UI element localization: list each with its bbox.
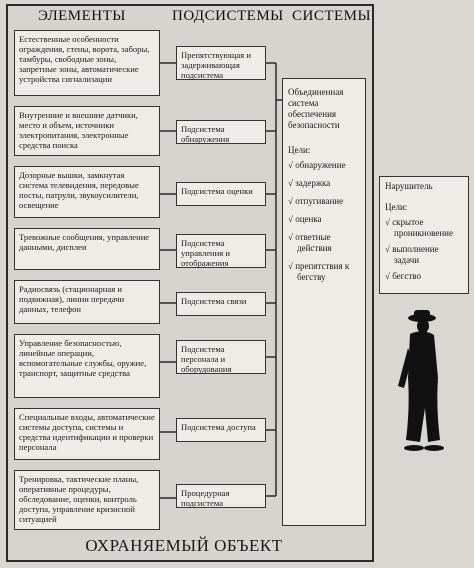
element-box-access: Специальные входы, автоматические системы доступа, системы и средства идентификации и проверки персонала [14, 408, 160, 460]
element-box-sensors: Внутренние и внешние датчики, место и объем, источники электропитания, электронные средства поиска [14, 106, 160, 156]
intruder-goal: √ бегство [385, 271, 421, 281]
subsystem-box-communication: Подсистема связи [176, 292, 266, 316]
intruder-goal: √ выполнение задачи [385, 244, 439, 265]
integrated-security-system-box [282, 78, 366, 526]
element-box-surveillance: Дозорные вышки, замкнутая система телевидения, передовые посты, патрули, звукоусилители, освещение [14, 166, 160, 218]
system-goal: √ задержка [288, 178, 331, 188]
system-goal: √ оценка [288, 214, 322, 224]
subsystem-box-assessment: Подсистема оценки [176, 182, 266, 206]
protected-object-label: ОХРАНЯЕМЫЙ ОБЪЕКТ [85, 536, 283, 555]
heading-elements: ЭЛЕМЕНТЫ [38, 8, 126, 24]
intruder-box [379, 176, 469, 294]
subsystem-box-delay: Препятствующая и задерживающая подсистема [176, 46, 266, 80]
system-goal: √ ответные действия [288, 232, 332, 253]
element-box-alarms: Тревожные сообщения, управление данными, дисплеи [14, 228, 160, 270]
system-goal: √ препятствия к бегству [288, 261, 350, 282]
system-goal: √ отпугивание [288, 196, 344, 206]
subsystem-box-access: Подсистема доступа [176, 418, 266, 442]
subsystem-box-control-display: Подсистема управления и отображения [176, 234, 266, 268]
system-goals-title: Цели: [288, 145, 311, 155]
intruder-silhouette-icon [392, 308, 452, 458]
system-title: Объединенная система обеспечения безопасности [288, 87, 344, 130]
element-box-procedures: Тренировка, тактические планы, оперативные процедуры, обследование, оценки, контроль доступа, управление кризисной ситуацией [14, 470, 160, 530]
element-box-personnel: Управление безопасностью, линейные операции, вспомогательные службы, оружие, транспорт, защитные средства [14, 334, 160, 398]
heading-systems: СИСТЕМЫ [292, 8, 372, 24]
system-goal: √ обнаружение [288, 160, 346, 170]
element-box-barriers: Естественные особенности ограждения, стены, ворота, заборы, тамбуры, свободные зоны, запретные зоны, автоматические устройства сигнализации [14, 30, 160, 96]
subsystem-box-procedural: Процедурная подсистема [176, 484, 266, 508]
subsystem-box-personnel-equipment: Подсистема персонала и оборудования [176, 340, 266, 374]
subsystem-box-detection: Подсистема обнаружения [176, 120, 266, 144]
intruder-goals-title: Цели: [385, 202, 408, 212]
intruder-title: Нарушитель [385, 181, 433, 191]
heading-subsystems: ПОДСИСТЕМЫ [172, 8, 284, 24]
intruder-goal: √ скрытое проникновение [385, 217, 453, 238]
element-box-communications: Радиосвязь (стационарная и подвижная), линии передачи данных, телефон [14, 280, 160, 324]
